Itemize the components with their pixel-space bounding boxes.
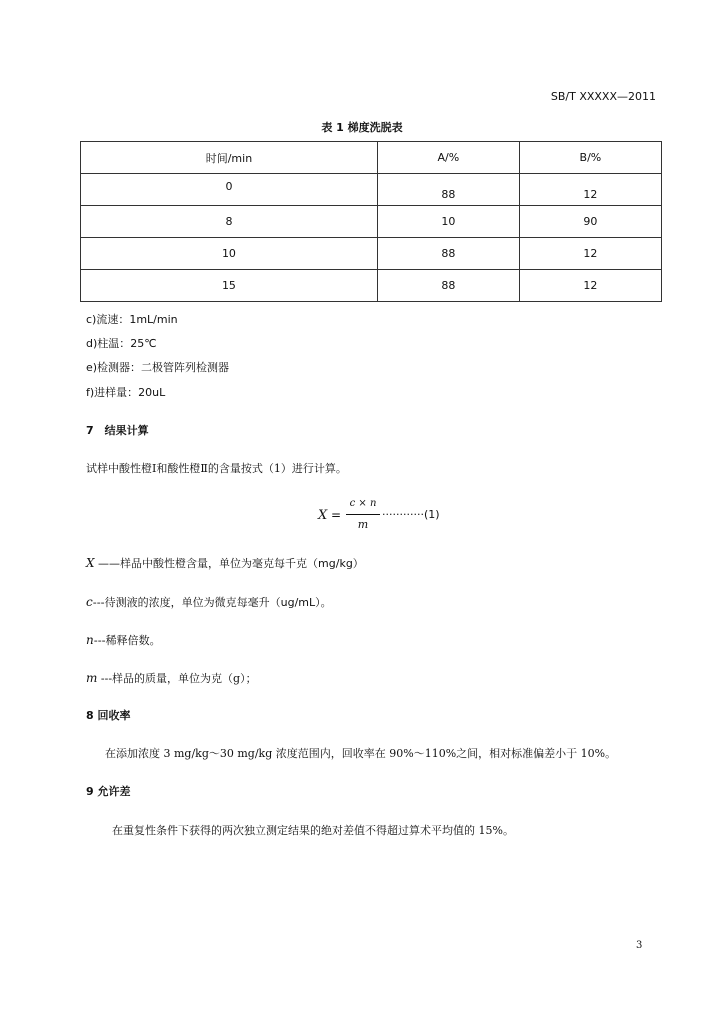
table-cell: 88 — [377, 270, 519, 302]
formula-equals: = — [331, 508, 342, 522]
table-cell: 15 — [81, 270, 378, 302]
fraction-bar — [346, 514, 380, 515]
variable-x-definition — [86, 555, 364, 571]
table-header-a: A/% — [377, 142, 519, 174]
section-7-intro: 试样中酸性橙Ⅰ和酸性橙Ⅱ的含量按式（1）进行计算。 — [86, 462, 347, 475]
variable-c-text: ---待测液的浓度，单位为微克每毫升（ug/mL）。 — [92, 596, 332, 609]
table-cell: 8 — [81, 206, 378, 238]
table-cell: 12 — [519, 174, 661, 206]
formula-denominator: m — [357, 518, 369, 531]
section-8-text: 在添加浓度 3 mg/kg～30 mg/kg 浓度范围内，回收率在 90%～110%之间，相对标准偏差小于 10%。 — [105, 747, 617, 760]
variable-n-definition — [86, 632, 161, 648]
table-header-row — [81, 142, 662, 174]
variable-x-symbol: X — [86, 556, 95, 570]
variable-c-definition — [86, 594, 332, 610]
condition-column-temp: d)柱温：25℃ — [86, 337, 157, 350]
table-header-b: B/% — [519, 142, 661, 174]
table-row — [81, 206, 662, 238]
table-row — [81, 238, 662, 270]
variable-m-symbol: m — [86, 671, 98, 685]
formula-1 — [316, 498, 456, 538]
condition-detector: e)检测器：二极管阵列检测器 — [86, 361, 230, 374]
variable-n-text: ---稀释倍数。 — [93, 634, 161, 647]
variable-x-text: ——样品中酸性橙含量，单位为毫克每千克（mg/kg） — [98, 557, 364, 570]
variable-n-symbol: n — [86, 633, 94, 647]
section-8-heading: 8 回收率 — [86, 709, 131, 722]
document-code: SB/T XXXXX—2011 — [550, 90, 656, 103]
page-number: 3 — [636, 940, 643, 951]
table-cell: 90 — [519, 206, 661, 238]
condition-flow-rate: c)流速：1mL/min — [86, 313, 178, 326]
table-cell: 0 — [81, 174, 378, 206]
table-row — [81, 270, 662, 302]
condition-injection-volume: f)进样量：20uL — [86, 386, 166, 399]
formula-number: ············(1) — [382, 508, 440, 521]
table-cell: 12 — [519, 270, 661, 302]
table-cell: 88 — [377, 174, 519, 206]
table-cell: 88 — [377, 238, 519, 270]
table-cell: 12 — [519, 238, 661, 270]
formula-numerator: c × n — [349, 498, 377, 509]
section-7-heading: 7 结果计算 — [86, 424, 149, 437]
table-caption: 表 1 梯度洗脱表 — [321, 121, 403, 134]
table-cell: 10 — [81, 238, 378, 270]
formula-lhs: X — [318, 508, 328, 523]
table-cell: 10 — [377, 206, 519, 238]
section-9-text: 在重复性条件下获得的两次独立测定结果的绝对差值不得超过算术平均值的 15%。 — [112, 824, 514, 837]
variable-m-text: ---样品的质量，单位为克（g）； — [100, 672, 257, 685]
variable-m-definition — [86, 670, 257, 686]
variable-c-symbol: c — [86, 595, 93, 609]
table-header-time: 时间/min — [81, 142, 378, 174]
gradient-elution-table — [80, 141, 662, 302]
table-row — [81, 174, 662, 206]
section-9-heading: 9 允许差 — [86, 785, 131, 798]
